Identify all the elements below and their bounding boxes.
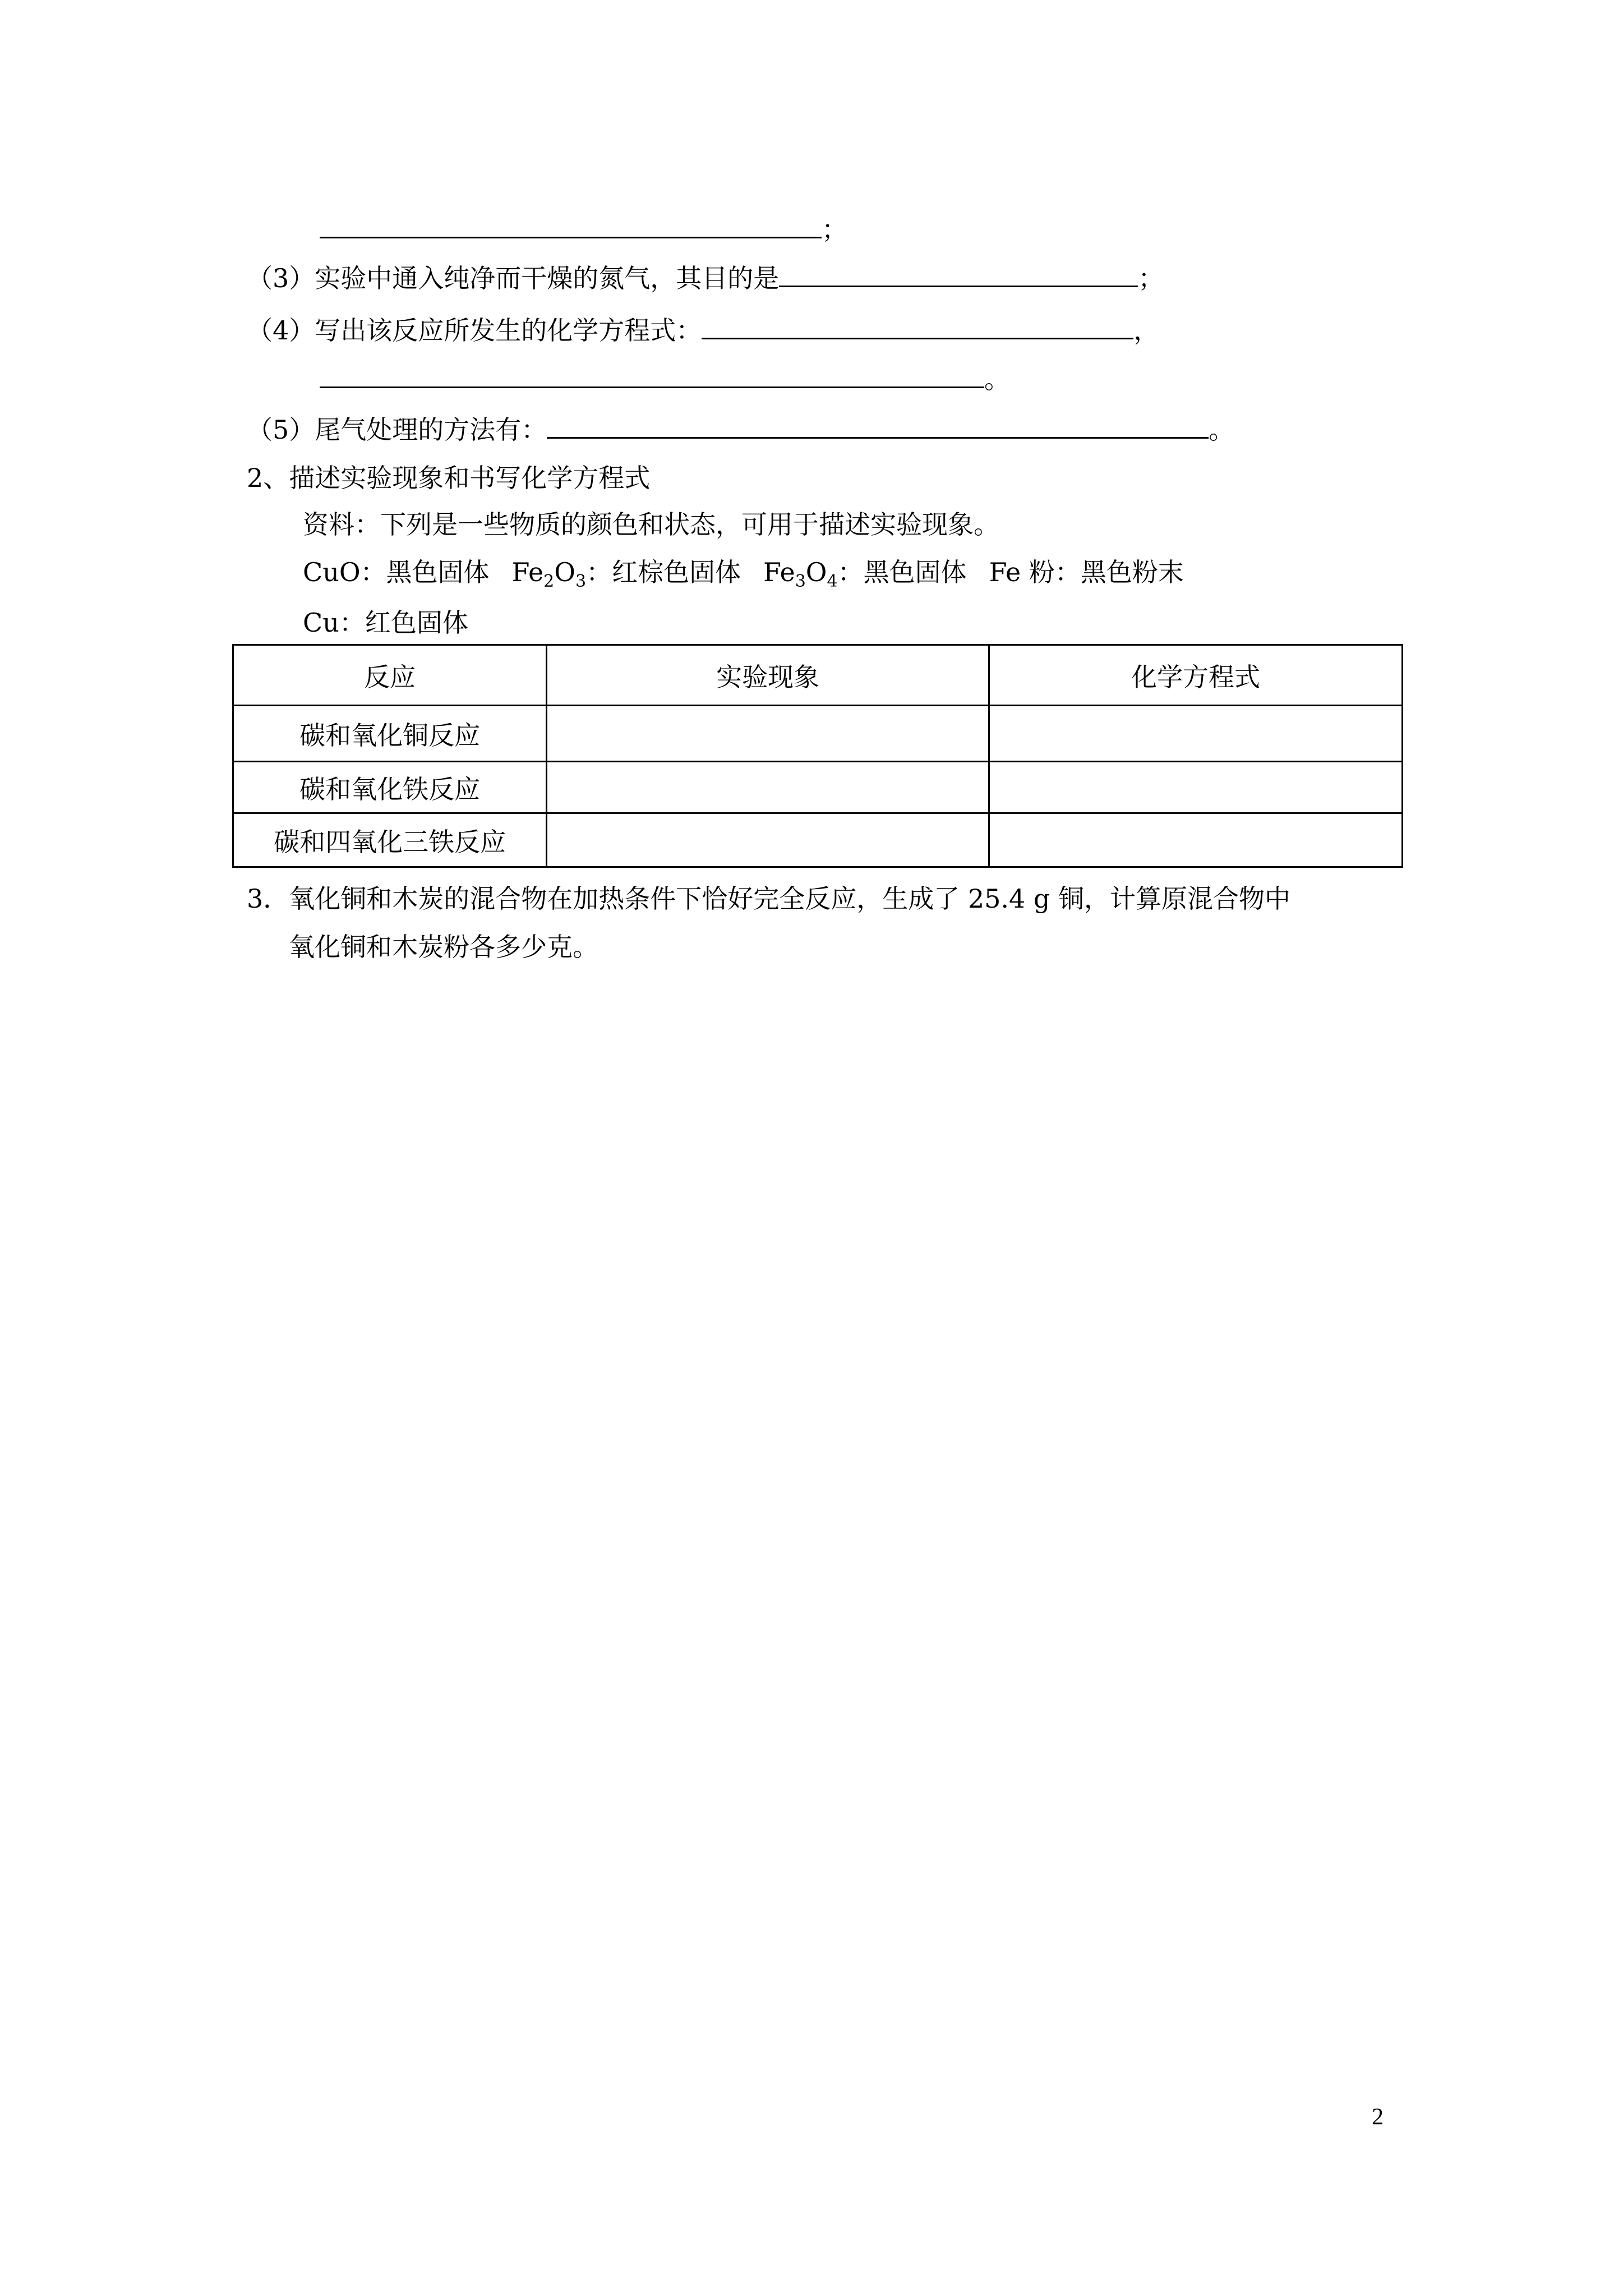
material-cu: Cu：红色固体 (303, 608, 468, 638)
table-header-row (233, 645, 1403, 706)
section-2-heading: 2、描述实验现象和书写化学方程式 (247, 463, 651, 493)
page-number: 2 (1372, 2104, 1384, 2130)
question-3-problem-line2: 氧化铜和木炭粉各多少克。 (289, 932, 598, 962)
header-reaction: 反应 (233, 645, 547, 706)
q4-blank[interactable] (702, 313, 1133, 339)
materials-line-1 (303, 555, 1184, 599)
material-fe2o3: $Fe_2O_3$：红棕色固体 (511, 557, 741, 591)
table-row (233, 813, 1403, 867)
phenomenon-cell[interactable] (547, 706, 989, 762)
q2-answer-line: ； (320, 212, 847, 246)
question-5-label: （5）尾气处理的方法有： (247, 415, 547, 445)
question-5: （5）尾气处理的方法有： 。 (247, 412, 1234, 447)
material-fe3o4: $Fe_3O_4$：黑色固体 (763, 557, 967, 591)
q5-blank[interactable] (547, 412, 1209, 439)
phenomenon-cell[interactable] (547, 762, 989, 813)
question-4-label: （4）写出该反应所发生的化学方程式： (247, 315, 702, 346)
equation-cell[interactable] (989, 813, 1403, 867)
q2-blank[interactable] (320, 212, 822, 238)
header-equation: 化学方程式 (989, 645, 1403, 706)
q3-blank[interactable] (779, 261, 1138, 287)
material-fe-powder: Fe 粉：黑色粉末 (989, 557, 1184, 587)
phenomenon-cell[interactable] (547, 813, 989, 867)
reaction-cell: 碳和氧化铜反应 (233, 706, 547, 762)
equation-cell[interactable] (989, 762, 1403, 813)
table-row (233, 762, 1403, 813)
table-row (233, 706, 1403, 762)
reaction-table (232, 644, 1403, 868)
question-4: （4）写出该反应所发生的化学方程式： ， (247, 313, 1159, 347)
header-phenomenon: 实验现象 (547, 645, 989, 706)
material-cuo: CuO：黑色固体 (303, 557, 490, 587)
question-3-problem-line1: 3．氧化铜和木炭的混合物在加热条件下恰好完全反应，生成了 25.4 g 铜，计算原混合物中 (247, 884, 1291, 914)
question-3: （3）实验中通入纯净而干燥的氮气，其目的是 ； (247, 261, 1164, 295)
question-3-label: （3）实验中通入纯净而干燥的氮气，其目的是 (247, 263, 780, 293)
materials-line-2 (303, 606, 468, 639)
q4-blank-2[interactable] (320, 362, 984, 388)
equation-cell[interactable] (989, 706, 1403, 762)
reaction-cell: 碳和四氧化三铁反应 (233, 813, 547, 867)
question-4-line2: 。 (320, 362, 1010, 396)
reaction-cell: 碳和氧化铁反应 (233, 762, 547, 813)
material-intro: 资料：下列是一些物质的颜色和状态，可用于描述实验现象。 (303, 509, 999, 540)
